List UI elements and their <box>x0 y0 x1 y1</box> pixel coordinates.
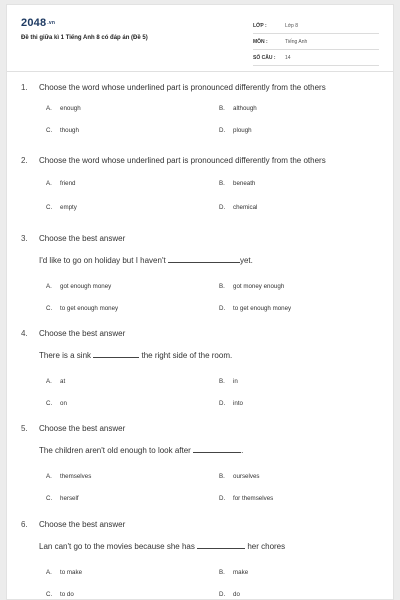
meta-label: LỚP : <box>253 22 267 29</box>
statement-text: yet. <box>239 256 253 265</box>
option-d[interactable] <box>219 127 252 134</box>
option-letter: A. <box>46 283 52 290</box>
question-statement <box>39 256 253 265</box>
statement-text: The children aren't old enough to look after <box>39 446 191 455</box>
option-d[interactable] <box>219 591 240 598</box>
exam-meta <box>253 18 379 66</box>
option-letter: D. <box>219 305 226 312</box>
meta-value: 14 <box>285 54 291 61</box>
meta-label: MÔN : <box>253 38 268 45</box>
option-letter: C. <box>46 127 53 134</box>
option-text: to get enough money <box>60 305 119 312</box>
option-text: in <box>233 378 238 385</box>
option-b[interactable] <box>219 105 257 112</box>
option-d[interactable] <box>219 204 257 211</box>
option-text: to make <box>60 569 83 576</box>
option-text: friend <box>60 180 76 187</box>
question-4 <box>21 329 381 407</box>
option-text: beneath <box>233 180 256 187</box>
option-a[interactable] <box>46 569 82 576</box>
question-number: 3. <box>21 234 28 243</box>
meta-value: Tiếng Anh <box>285 38 308 45</box>
answer-blank <box>93 351 139 358</box>
option-letter: D. <box>219 204 226 211</box>
option-letter: D. <box>219 495 226 502</box>
statement-text: . <box>241 446 244 455</box>
option-letter: D. <box>219 127 226 134</box>
header-divider <box>7 71 393 72</box>
statement-text: Lan can't go to the movies because she has <box>39 542 195 551</box>
option-b[interactable] <box>219 473 259 480</box>
question-number: 2. <box>21 156 28 165</box>
option-letter: C. <box>46 204 53 211</box>
question-1 <box>21 83 381 134</box>
question-prompt: Choose the best answer <box>39 329 126 338</box>
option-d[interactable] <box>219 495 273 502</box>
question-2 <box>21 156 381 211</box>
question-3 <box>21 234 381 312</box>
option-letter: C. <box>46 591 53 598</box>
option-a[interactable] <box>46 283 111 290</box>
option-d[interactable] <box>219 400 243 407</box>
meta-value: Lớp 8 <box>285 22 299 29</box>
option-a[interactable] <box>46 378 65 385</box>
meta-label: SỐ CÂU : <box>253 54 276 61</box>
option-text: at <box>60 378 66 385</box>
option-c[interactable] <box>46 495 79 502</box>
option-text: although <box>233 105 257 112</box>
option-b[interactable] <box>219 180 255 187</box>
option-a[interactable] <box>46 180 75 187</box>
question-6 <box>21 520 381 598</box>
option-a[interactable] <box>46 473 91 480</box>
meta-row-class <box>253 18 379 34</box>
question-prompt: Choose the word whose underlined part is pronounced differently from the others <box>39 156 326 165</box>
option-c[interactable] <box>46 204 77 211</box>
option-letter: B. <box>219 180 225 187</box>
option-b[interactable] <box>219 283 284 290</box>
option-letter: B. <box>219 473 225 480</box>
logo-text: 2048 <box>21 17 47 29</box>
statement-text: There is a sink <box>39 351 92 360</box>
exam-title: Đề thi giữa kì 1 Tiếng Anh 8 có đáp án (Đề 5) <box>21 35 148 41</box>
option-text: do <box>233 591 240 598</box>
question-prompt: Choose the best answer <box>39 520 126 529</box>
option-text: themselves <box>60 473 92 480</box>
logo-suffix: .vn <box>47 20 56 27</box>
exam-page <box>6 4 394 600</box>
question-prompt: Choose the word whose underlined part is pronounced differently from the others <box>39 83 326 92</box>
question-statement <box>39 351 232 360</box>
question-number: 5. <box>21 424 28 433</box>
option-text: make <box>233 569 249 576</box>
option-text: empty <box>60 204 77 211</box>
option-b[interactable] <box>219 569 248 576</box>
option-letter: C. <box>46 400 53 407</box>
option-text: enough <box>60 105 81 112</box>
option-text: chemical <box>233 204 258 211</box>
question-statement <box>39 542 285 551</box>
meta-row-count <box>253 50 379 66</box>
option-text: though <box>60 127 79 134</box>
option-text: for themselves <box>233 495 274 502</box>
question-number: 4. <box>21 329 28 338</box>
option-text: on <box>60 400 67 407</box>
question-prompt: Choose the best answer <box>39 424 126 433</box>
option-b[interactable] <box>219 378 238 385</box>
statement-text: her chores <box>247 542 286 551</box>
option-letter: A. <box>46 569 52 576</box>
option-c[interactable] <box>46 127 79 134</box>
answer-blank <box>193 446 244 455</box>
option-letter: D. <box>219 400 226 407</box>
option-letter: C. <box>46 495 53 502</box>
question-number: 1. <box>21 83 28 92</box>
option-text: herself <box>60 495 79 502</box>
site-logo[interactable] <box>21 17 55 29</box>
option-text: got money enough <box>233 283 285 290</box>
statement-text: the right side of the room. <box>141 351 233 360</box>
question-number: 6. <box>21 520 28 529</box>
exam-header <box>7 5 393 67</box>
option-letter: B. <box>219 105 225 112</box>
option-c[interactable] <box>46 400 67 407</box>
option-letter: A. <box>46 180 52 187</box>
option-letter: D. <box>219 591 226 598</box>
option-letter: B. <box>219 283 225 290</box>
statement-text: I'd like to go on holiday but I haven't <box>39 256 166 265</box>
option-a[interactable] <box>46 105 81 112</box>
option-text: plough <box>233 127 252 134</box>
option-letter: A. <box>46 105 52 112</box>
option-text: to get enough money <box>233 305 292 312</box>
option-letter: C. <box>46 305 53 312</box>
question-prompt: Choose the best answer <box>39 234 126 243</box>
meta-row-subject <box>253 34 379 50</box>
option-d[interactable] <box>219 305 291 312</box>
option-letter: B. <box>219 378 225 385</box>
option-letter: B. <box>219 569 225 576</box>
option-text: got enough money <box>60 283 112 290</box>
option-text: into <box>233 400 243 407</box>
question-5 <box>21 424 381 502</box>
question-statement <box>39 446 243 455</box>
option-letter: A. <box>46 378 52 385</box>
option-c[interactable] <box>46 591 74 598</box>
answer-blank <box>197 542 245 549</box>
option-letter: A. <box>46 473 52 480</box>
option-text: to do <box>60 591 74 598</box>
option-text: ourselves <box>233 473 260 480</box>
option-c[interactable] <box>46 305 118 312</box>
answer-blank <box>168 256 240 263</box>
